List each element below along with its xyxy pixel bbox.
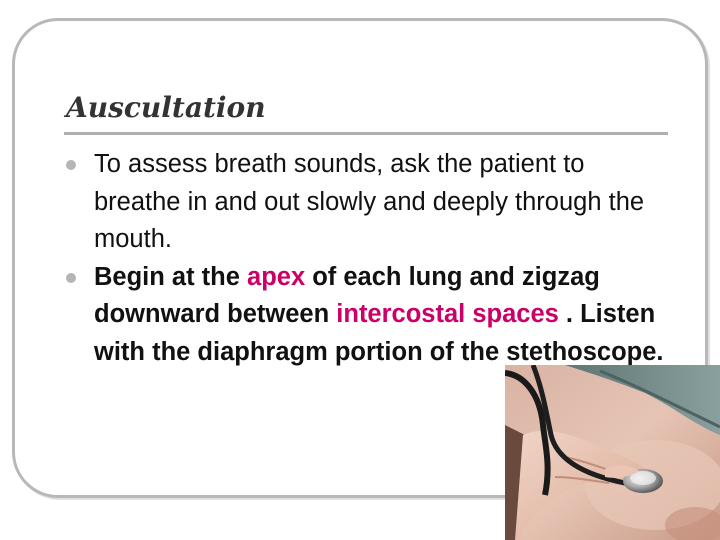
- stethoscope-photo: [505, 365, 720, 540]
- term-intercostal-spaces: intercostal spaces: [336, 300, 559, 328]
- bullet-item-1: [66, 146, 666, 259]
- bullet-text-2-part2: of each lung and zigzag downward between: [94, 262, 600, 328]
- bullet-text-2-part1: Begin at the: [94, 262, 248, 291]
- title-underline: [64, 132, 668, 135]
- bullet-item-2: [66, 259, 666, 372]
- bullet-text-1: To assess breath sounds, ask the patient to breathe in and out slowly and deeply through the mouth.: [94, 150, 645, 253]
- term-apex: apex: [247, 262, 306, 291]
- slide-title: Auscultation: [66, 91, 266, 124]
- bullet-dot-icon: [66, 160, 76, 170]
- bullet-text-2-part3: . Listen with the diaphragm portion of the stethoscope.: [94, 300, 664, 366]
- stethoscope-on-chest-photo-icon: [505, 365, 720, 540]
- bullet-list: [66, 146, 666, 371]
- bullet-dot-icon: [66, 273, 76, 283]
